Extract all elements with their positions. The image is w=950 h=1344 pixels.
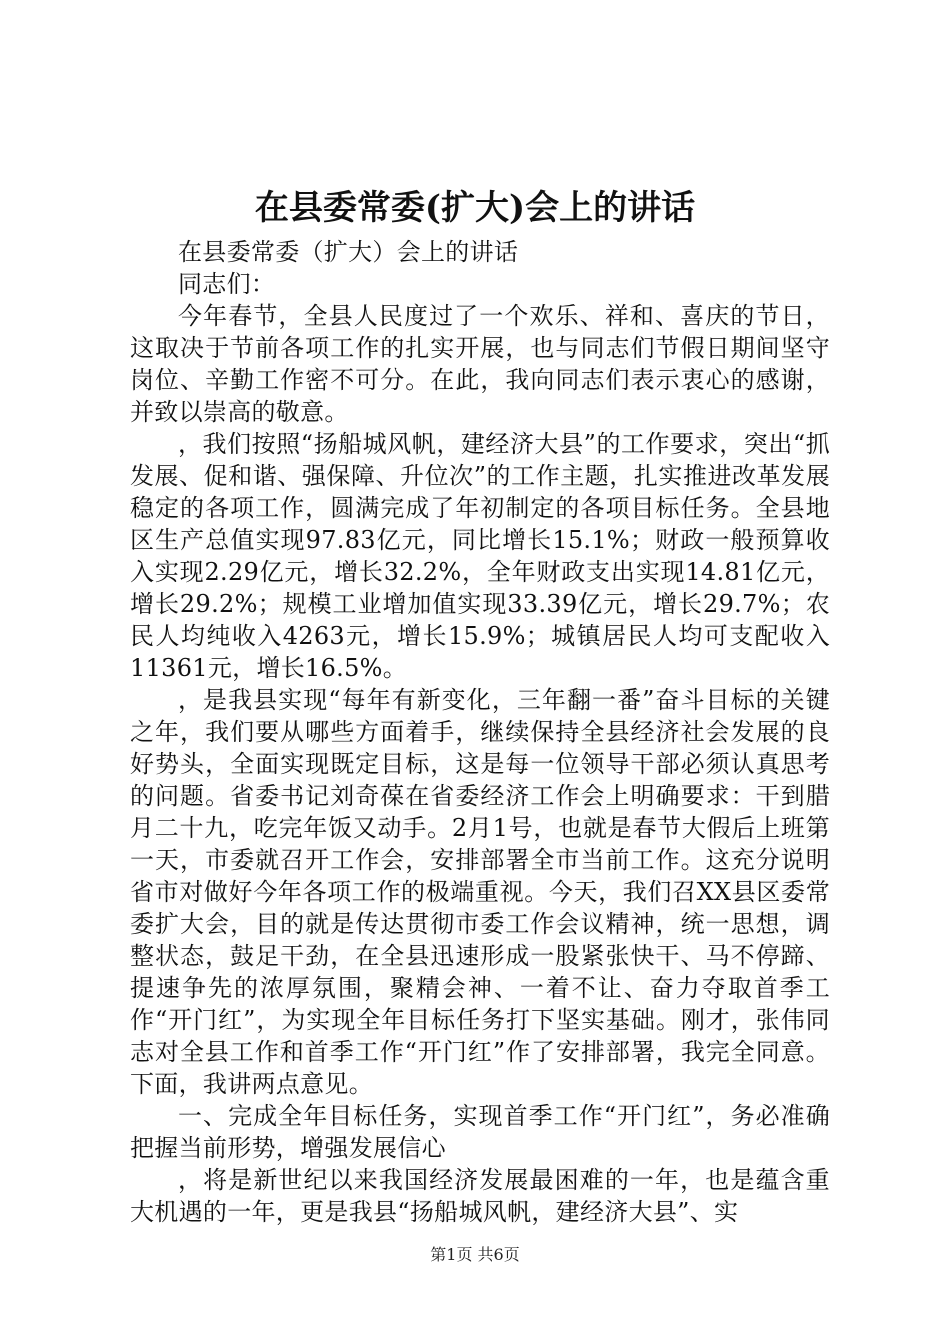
paragraph: ，我们按照“扬船城风帆，建经济大县”的工作要求，突出“抓发展、促和谐、强保障、升位次”的工作主题，扎实推进改革发展稳定的各项工作，圆满完成了年初制定的各项目标任务。全县地区生产总值实现97.83亿元，同比增长15.1%；财政一般预算收入实现2.29亿元，增长32.2%，全年财政支出实现14.81亿元，增长29.2%；规模工业增加值实现33.39亿元，增长29.7%；农民人均纯收入4263元，增长15.9%；城镇居民人均可支配收入11361元，增长16.5%。: [130, 430, 830, 682]
paragraph: 同志们：: [178, 270, 276, 298]
page-footer: 第1页 共6页: [430, 1245, 520, 1264]
document-title: 在县委常委(扩大)会上的讲话: [254, 188, 696, 228]
document-body: [130, 236, 830, 1228]
paragraph: 一、完成全年目标任务，实现首季工作“开门红”，务必准确把握当前形势，增强发展信心: [130, 1102, 830, 1162]
paragraph: 今年春节，全县人民度过了一个欢乐、祥和、喜庆的节日，这取决于节前各项工作的扎实开展，也与同志们节假日期间坚守岗位、辛勤工作密不可分。在此，我向同志们表示衷心的感谢，并致以崇高的敬意。: [130, 302, 830, 426]
paragraph: 在县委常委（扩大）会上的讲话: [178, 238, 519, 266]
paragraph: ，是我县实现“每年有新变化，三年翻一番”奋斗目标的关键之年，我们要从哪些方面着手，继续保持全县经济社会发展的良好势头，全面实现既定目标，这是每一位领导干部必须认真思考的问题。省委书记刘奇葆在省委经济工作会上明确要求：干到腊月二十九，吃完年饭又动手。2月1号，也就是春节大假后上班第一天，市委就召开工作会，安排部署全市当前工作。这充分说明省市对做好今年各项工作的极端重视。今天，我们召XX县区委常委扩大会，目的就是传达贯彻市委工作会议精神，统一思想，调整状态，鼓足干劲，在全县迅速形成一股紧张快干、马不停蹄、提速争先的浓厚氛围，聚精会神、一着不让、奋力夺取首季工作“开门红”，为实现全年目标任务打下坚实基础。刚才，张伟同志对全县工作和首季工作“开门红”作了安排部署，我完全同意。下面，我讲两点意见。: [130, 686, 830, 1098]
paragraph: ，将是新世纪以来我国经济发展最困难的一年，也是蕴含重大机遇的一年，更是我县“扬船城风帆，建经济大县”、实: [130, 1166, 830, 1226]
